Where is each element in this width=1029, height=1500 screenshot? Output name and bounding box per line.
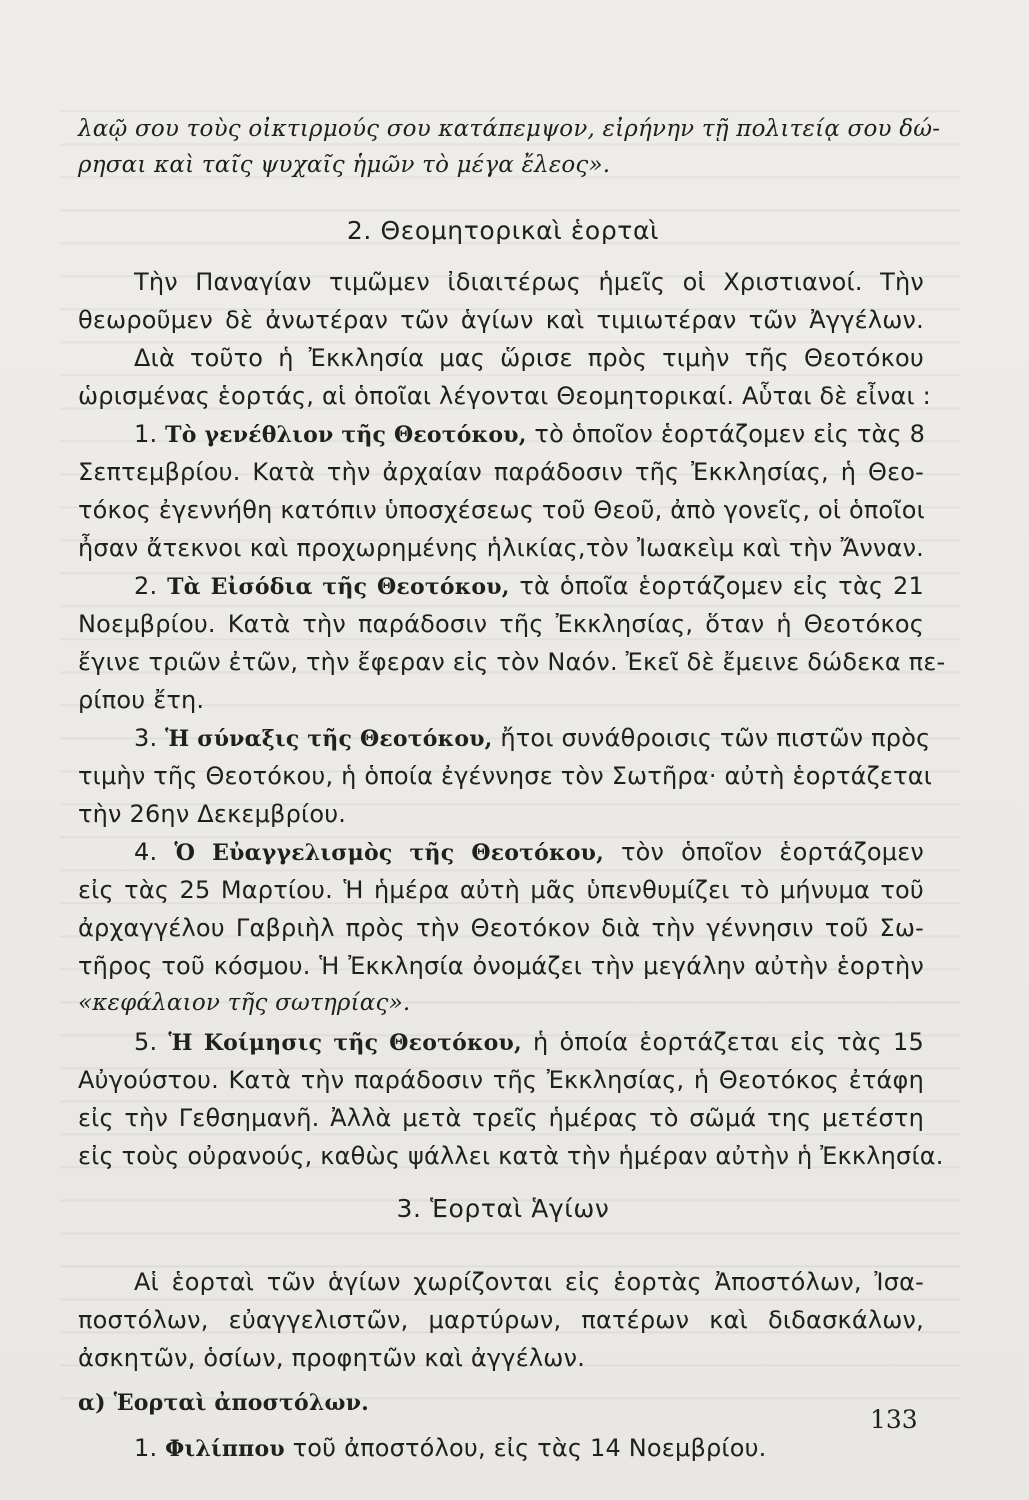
item-line: ἔγινε τριῶν ἐτῶν, τὴν ἔφεραν εἰς τὸν Ναόν. Ἐκεῖ δὲ ἔμεινε δώδεκα πε-	[78, 648, 946, 676]
section-2-heading: 2. Θεομητορικαὶ ἑορταὶ	[346, 216, 660, 245]
item-line: εἰς τὰς 25 Μαρτίου. Ἡ ἡμέρα αὐτὴ μᾶς ὑπενθυμίζει τὸ μήνυμα τοῦ	[78, 876, 924, 904]
subsection-heading: α) Ἑορταὶ ἀποστόλων.	[78, 1390, 370, 1416]
item-title: Τὰ Εἰσόδια τῆς Θεοτόκου,	[167, 574, 510, 600]
item-title: Ἡ Κοίμησις τῆς Θεοτόκου,	[168, 1030, 522, 1056]
section-2-para-line: ὡρισμένας ἑορτάς, αἱ ὁποῖαι λέγονται Θεομητορικαί. Αὗται δὲ εἶναι :	[78, 382, 931, 410]
section-3-para-line: Αἱ ἑορταὶ τῶν ἁγίων χωρίζονται εἰς ἑορτὰς Ἀποστόλων, Ἰσα-	[134, 1268, 924, 1296]
section-3-para-line: ἀσκητῶν, ὁσίων, προφητῶν καὶ ἀγγέλων.	[78, 1344, 586, 1372]
item-rest: τοῦ ἀποστόλου, εἰς τὰς 14 Νοεμβρίου.	[292, 1434, 767, 1462]
section-2-para-line: Τὴν Παναγίαν τιμῶμεν ἰδιαιτέρως ἡμεῖς οἱ Χριστιανοί. Τὴν	[134, 268, 924, 296]
item-title: Ἡ σύναξις τῆς Θεοτόκου,	[165, 726, 493, 752]
item-first-line-rest: ἡ ὁποία ἑορτάζεται εἰς τὰς 15	[533, 1028, 924, 1056]
feast-item-5	[78, 1028, 924, 1056]
item-line: ἀρχαγγέλου Γαβριὴλ πρὸς τὴν Θεοτόκον διὰ τὴν γέννησιν τοῦ Σω-	[78, 914, 924, 942]
item-italic-line: «κεφάλαιον τῆς σωτηρίας».	[78, 990, 411, 1016]
item-title: Φιλίππου	[165, 1436, 285, 1462]
section-3-para-line: ποστόλων, εὐαγγελιστῶν, μαρτύρων, πατέρων καὶ διδασκάλων,	[78, 1306, 924, 1334]
section-2-para-line: θεωροῦμεν δὲ ἀνωτέραν τῶν ἁγίων καὶ τιμιωτέραν τῶν Ἀγγέλων.	[78, 306, 924, 334]
item-line: τιμὴν τῆς Θεοτόκου, ἡ ὁποία ἐγέννησε τὸν Σωτῆρα· αὐτὴ ἑορτάζεται	[78, 762, 933, 790]
intro-line-2: ρησαι καὶ ταῖς ψυχαῖς ἡμῶν τὸ μέγα ἔλεος».	[78, 152, 611, 178]
feast-item-1	[78, 420, 924, 448]
item-line: Νοεμβρίου. Κατὰ τὴν παράδοσιν τῆς Ἐκκλησίας, ὅταν ἡ Θεοτόκος	[78, 610, 924, 638]
item-line: ρίπου ἔτη.	[78, 686, 205, 714]
item-first-line-rest: τὰ ὁποῖα ἑορτάζομεν εἰς τὰς 21	[519, 572, 924, 600]
item-title: Τὸ γενέθλιον τῆς Θεοτόκου,	[165, 422, 527, 448]
item-line: τὴν 26ην Δεκεμβρίου.	[78, 800, 347, 828]
item-number: 1.	[134, 420, 158, 448]
intro-line-1: λαῷ σου τοὺς οἰκτιρμούς σου κατάπεμψον, εἰρήνην τῇ πολιτείᾳ σου δώ-	[78, 116, 941, 142]
item-number: 4.	[134, 838, 158, 866]
item-line: εἰς τὴν Γεθσημανῆ. Ἀλλὰ μετὰ τρεῖς ἡμέρας τὸ σῶμά της μετέστη	[78, 1104, 924, 1132]
item-line: Αὐγούστου. Κατὰ τὴν παράδοσιν τῆς Ἐκκλησίας, ἡ Θεοτόκος ἐτάφη	[78, 1066, 924, 1094]
section-2-para-line: Διὰ τοῦτο ἡ Ἐκκλησία μας ὥρισε πρὸς τιμὴν τῆς Θεοτόκου	[134, 344, 924, 372]
item-line: τῆρος τοῦ κόσμου. Ἡ Ἐκκλησία ὀνομάζει τὴν μεγάλην αὐτὴν ἑορτὴν	[78, 952, 924, 980]
item-first-line-rest: τὸν ὁποῖον ἑορτάζομεν	[620, 838, 924, 866]
section-3-heading: 3. Ἑορταὶ Ἁγίων	[396, 1194, 610, 1223]
apostle-item-1	[78, 1434, 767, 1462]
item-title: Ὁ Εὐαγγελισμὸς τῆς Θεοτόκου,	[174, 840, 604, 866]
item-number: 2.	[134, 572, 158, 600]
item-first-line-rest: ἤτοι συνάθροισις τῶν πιστῶν πρὸς	[500, 724, 931, 752]
item-line: Σεπτεμβρίου. Κατὰ τὴν ἀρχαίαν παράδοσιν τῆς Ἐκκλησίας, ἡ Θεο-	[78, 458, 924, 486]
item-line: ἦσαν ἄτεκνοι καὶ προχωρημένης ἡλικίας,τὸν Ἰωακεὶμ καὶ τὴν Ἄνναν.	[78, 534, 924, 562]
page-number: 133	[870, 1405, 918, 1434]
item-first-line-rest: τὸ ὁποῖον ἑορτάζομεν εἰς τὰς 8	[534, 420, 926, 448]
item-line: εἰς τοὺς οὐρανούς, καθὼς ψάλλει κατὰ τὴν ἡμέραν αὐτὴν ἡ Ἐκκλησία.	[78, 1142, 944, 1170]
feast-item-4	[78, 838, 924, 866]
item-line: τόκος ἐγεννήθη κατόπιν ὑποσχέσεως τοῦ Θεοῦ, ἀπὸ γονεῖς, οἱ ὁποῖοι	[78, 496, 925, 524]
item-number: 5.	[134, 1028, 158, 1056]
item-number: 3.	[134, 724, 158, 752]
feast-item-2	[78, 572, 924, 600]
feast-item-3	[78, 724, 931, 752]
item-number: 1.	[134, 1434, 158, 1462]
